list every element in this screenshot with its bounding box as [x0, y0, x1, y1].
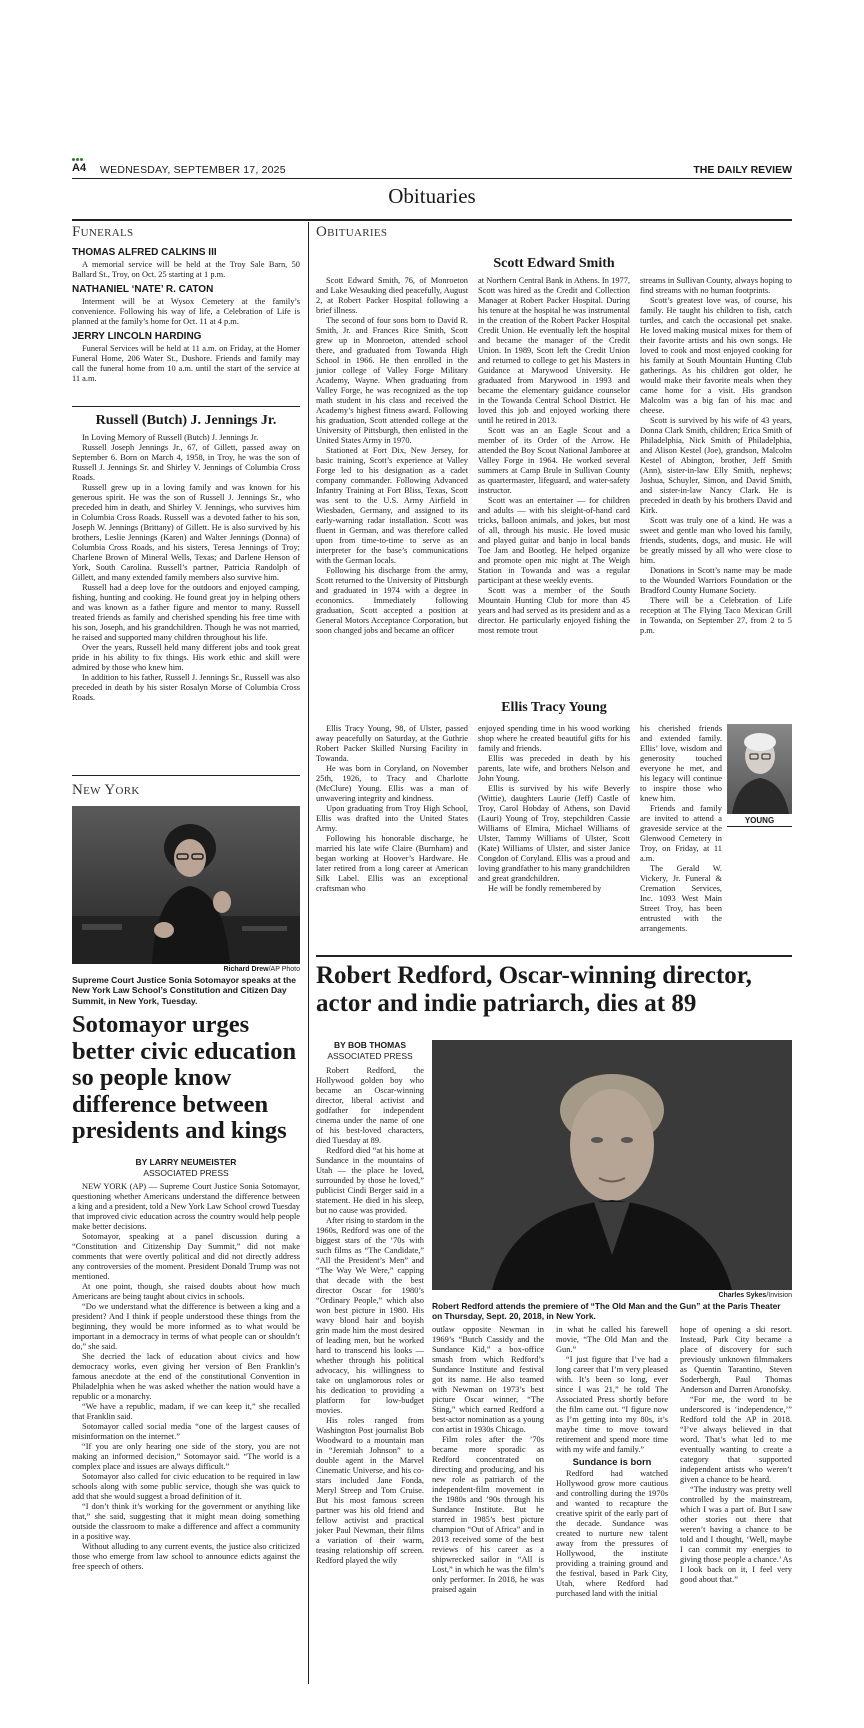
paragraph: “We have a republic, madam, if we can keep it,” she recalled that Franklin said. [72, 1402, 300, 1421]
young-col-2 [478, 724, 630, 894]
sotomayor-headline: Sotomayor urges better civic education so people know difference between presidents and kings [72, 1011, 297, 1144]
paragraph: Following his honorable discharge, he married his late wife Claire (Burnham) and began working at Hoover’s Hardware. He later retired from a long career at American Silk Label. Ellis was an exceptional craftsman who [316, 834, 468, 893]
paragraph: his cherished friends and extended family. Ellis’ love, wisdom and generosity touched everyone he met, and his legacy will continue to inspire those who knew him. [640, 724, 722, 803]
sotomayor-article [72, 1182, 300, 1572]
paragraph: His roles ranged from Washington Post journalist Bob Woodward to a mountain man in “Jeremiah Johnson” to a double agent in the Marvel Cinematic Universe, and his co-stars included Jane Fonda, Meryl Streep and Tom Cruise. But his most famous screen partner was his old friend and fellow activist and practical joker Paul Newman, their films a variation of their warm, teasing relationship off screen. Redford played the wily [316, 1416, 424, 1565]
paragraph: Russell had a deep love for the outdoors and enjoyed camping, fishing, hunting and cooking. He found great joy in helping others and was known as a father figure and mentor to many. Russell treated friends as family and cherished spending his free time with his son, Joseph, and his grandchildren. Though he was not married, he raised and supported many children throughout his life. [72, 583, 300, 642]
rule [316, 955, 792, 957]
funerals-section [72, 224, 300, 384]
paragraph: Scott was a member of the South Mountain Hunting Club for more than 45 years and had served as its president and as a director. He particularly enjoyed fishing the most remote trout [478, 586, 630, 635]
funeral-name: THOMAS ALFRED CALKINS III [72, 247, 217, 258]
paragraph: After rising to stardom in the 1960s, Redford was one of the biggest stars of the ’70s with such films as “The Candidate,” “All the President’s Men” and “The Way We Were,” capping that decade with the best director Oscar for 1980’s “Ordinary People,” which also won best picture in 1980. His wavy blond hair and boyish grin made him the most desired of leading men, but he worked hard to transcend his looks — whether through his political advocacy, his willingness to take on unglamorous roles or his dedication to providing a platform for low-budget movies. [316, 1216, 424, 1415]
paragraph: Ellis Tracy Young, 98, of Ulster, passed away peacefully on Saturday, at the Guthrie Robert Packer Skilled Nursing Facility in Towanda. [316, 724, 468, 763]
funeral-text: Funeral Services will be held at 11 a.m. on Friday, at the Homer Funeral Home, 206 Water St., Dushore. Friends and family may call the funeral home from 10 a.m. until the start of the service at 11 a.m. [72, 344, 300, 383]
sotomayor-photo [72, 806, 300, 964]
redford-col-3 [556, 1325, 668, 1599]
photo-caption: Robert Redford attends the premiere of “The Old Man and the Gun” at the Paris Theater on Thursday, Sept. 20, 2018, in New York. [432, 1301, 781, 1322]
logo-dots-icon [72, 156, 84, 161]
paragraph: In addition to his father, Russell J. Jennings Sr., Russell was also preceded in death by his sister Rosalyn Morse of Columbia Cross Roads. [72, 673, 300, 702]
jennings-title: Russell (Butch) J. Jennings Jr. [95, 413, 277, 428]
photo-credit-agency: /AP Photo [268, 966, 300, 973]
paragraph: Scott’s greatest love was, of course, his family. He taught his children to fish, catch turtles, and catch the occasional pet snake. He loved making musical mixes for them of their favorite artists and his own songs. He loved to cook and most enjoyed cooking for his family at South Mountain Hunting Club gatherings. As his children got older, he would make their favorite meals when they came home for a visit. His grandson Malcolm was a big fan of his mac and cheese. [640, 296, 792, 415]
paragraph: outlaw opposite Newman in 1969’s “Butch Cassidy and the Sundance Kid,” a box-office smash from which Redford’s Sundance Institute and festival got its name. He also teamed with Newman on 1973’s best picture Oscar winner, “The Sting,” which earned Redford a best-actor nomination as a young con artist in 1930s Chicago. [432, 1325, 544, 1434]
paragraph: “I don’t think it’s working for the government or anything like that,” she said, suggesting that it might mean doing something outside the classroom to make a difference and affect a community in a positive way. [72, 1502, 300, 1541]
paragraph: Ellis was preceded in death by his parents, late wife, and brothers Nelson and John Young. [478, 754, 630, 783]
paragraph: He was born in Coryland, on November 25th, 1926, to Tracy and Charlotte (McClure) Young. Ellis was a man of unwavering integrity and kindness. [316, 764, 468, 803]
redford-col-2 [432, 1325, 544, 1595]
young-col-1 [316, 724, 468, 894]
paragraph: at Northern Central Bank in Athens. In 1977, Scott was hired as the Credit and Collection Manager at Robert Packer Hospital. During his tenure at the hospital he was instrumental in the creation of the Robert Packer Hospital Credit Union. He eventually left the hospital and became the manager of the Credit Union. In 1989, Scott left the Credit Union and returned to college to get his Masters in Guidance at Marywood University. He graduated from Marywood in 1993 and became the elementary guidance counselor in the Towanda Central School District. He loved this job and enjoyed working there until he retired in 2013. [478, 276, 630, 425]
young-title: Ellis Tracy Young [501, 700, 607, 715]
paragraph: “I just figure that I’ve had a long career that I’m very pleased with. It’s been so long, ever since I was 21,” he told The Associated Press shortly before the film came out. “I figure now as I’m getting into my 80s, it’s maybe time to move toward retirement and spend more time with my wife and family.” [556, 1355, 668, 1454]
photo-credit-agency: /Invision [766, 1292, 792, 1299]
smith-col-3 [640, 276, 792, 636]
page-number-text: A4 [72, 162, 87, 174]
paragraph: streams in Sullivan County, always hoping to find streams with no human footprints. [640, 276, 792, 295]
paragraph: The second of four sons born to David R. Smith, Jr. and Frances Rice Smith, Scott grew up in Monroeton, attended school there, and graduated from Towanda High School in 1966. He then enrolled in the junior college of Valley Forge Military Academy, Wayne. When graduating from Valley Forge, he was recognized as the top math student in his class and received the Academy’s highest fitness award. Following his graduation, Scott attended college at the University of Pittsburgh, then enlisted in the United States Army in 1970. [316, 316, 468, 445]
agency: ASSOCIATED PRESS [143, 1168, 229, 1178]
paragraph: NEW YORK (AP) — Supreme Court Justice Sonia Sotomayor, questioning whether Americans understand the difference between a king and a president, told a New York Law School crowd Tuesday that improved civic education across the country would help people make better decisions. [72, 1182, 300, 1231]
paragraph: hope of opening a ski resort. Instead, Park City became a place of discovery for such previously unknown filmmakers as Quentin Tarantino, Steven Soderbergh, Paul Thomas Anderson and Darren Aronofsky. [680, 1325, 792, 1394]
smith-col-2 [478, 276, 630, 636]
paragraph: In Loving Memory of Russell (Butch) J. Jennings Jr. [82, 433, 259, 442]
obituaries-heading: Obituaries [316, 224, 388, 240]
funeral-entry [72, 284, 300, 327]
issue-date: WEDNESDAY, SEPTEMBER 17, 2025 [100, 164, 286, 176]
portrait-illustration [432, 1040, 792, 1290]
paragraph: Scott is survived by his wife of 43 years, Donna Clark Smith, children; Erica Smith of Philadelphia, Nick Smith of Philadelphia, and Alison Kestel (Joe), grandson, Malcolm Kestel of Abington, brother, Jeff Smith (Ann), sister-in-law Elly Smith, nephews; Joshua, Schuyler, Simon, and David Smith, and sister-in-law Nancy Clark. He is preceded in death by his brothers David and Kirk. [640, 416, 792, 515]
young-photo [727, 724, 792, 814]
paragraph: Donations in Scott’s name may be made to the Wounded Warriors Foundation or the Bradford County Humane Society. [640, 566, 792, 595]
funeral-text: A memorial service will be held at the Troy Sale Barn, 50 Ballard St., Troy, on Oct. 25 starting at 1 p.m. [72, 260, 300, 279]
redford-col-4 [680, 1325, 792, 1585]
byline: BY BOB THOMAS [333, 1040, 407, 1050]
photo-credit-name: Richard Drew [223, 966, 269, 973]
paragraph: Robert Redford, the Hollywood golden boy who became an Oscar-winning director, liberal activist and godfather for independent cinema under the name of one of his best-loved characters, died Tuesday at 89. [316, 1066, 424, 1145]
photo-credit-name: Charles Sykes [718, 1292, 767, 1299]
byline: BY LARRY NEUMEISTER [135, 1157, 237, 1167]
redford-col-1 [316, 1066, 424, 1566]
photo-caption: Supreme Court Justice Sonia Sotomayor speaks at the New York Law School’s Constitution and Citizen Day Summit, in New York, Tuesday. [72, 975, 296, 1006]
paragraph: Russell Joseph Jennings Jr., 67, of Gillett, passed away on September 6. Born on March 4, 1958, in Troy, he was the son of Russell J. Jennings Sr. and Shirley V. Jennings of Columbia Cross Roads. [72, 443, 300, 482]
funeral-text: Interment will be at Wysox Cemetery at the family’s convenience. Following his way of life, a Celebration of Life is planned at the family’s home for Oct. 11 at 4 p.m. [72, 297, 300, 326]
funerals-heading: Funerals [72, 224, 134, 240]
paragraph: “If you are only hearing one side of the story, you are not making an informed decision,” Sotomayor said. “The world is a complex place and issues are always difficult.” [72, 1442, 300, 1471]
funeral-name: NATHANIEL ‘NATE’ R. CATON [72, 284, 214, 295]
redford-headline: Robert Redford, Oscar-winning director, actor and indie patriarch, dies at 89 [316, 962, 752, 1017]
funeral-entry [72, 331, 300, 384]
smith-title: Scott Edward Smith [493, 256, 615, 271]
paragraph: Sotomayor also called for civic education to be required in law schools along with some public service, though she was quick to add that she would suggest a broad definition of it. [72, 1472, 300, 1501]
paragraph: Scott Edward Smith, 76, of Monroeton and Lake Wesauking died peacefully, August 2, at Robert Packer Hospital following a brief illness. [316, 276, 468, 315]
section-title: Obituaries [388, 184, 476, 208]
paragraph: enjoyed spending time in his wood working shop where he created beautiful gifts for his family and friends. [478, 724, 630, 753]
page-number [72, 162, 86, 174]
header-rule [72, 178, 792, 179]
photo-credit [223, 966, 300, 973]
paragraph: “For me, the word to be underscored is ‘independence,’” Redford told the AP in 2018. “I’ve always believed in that word. That’s what led to me eventually wanting to create a category that supported independent artists who weren’t given a chance to be heard. [680, 1395, 792, 1484]
subhead: Sundance is born [572, 1456, 652, 1467]
paragraph: Scott was truly one of a kind. He was a sweet and gentle man who loved his family, friends, students, dogs, and music. He will be greatly missed by all who were close to him. [640, 516, 792, 565]
rule [72, 406, 300, 407]
paragraph: He will be fondly remembered by [488, 884, 602, 893]
portrait-illustration [72, 806, 300, 964]
paragraph: Russell grew up in a loving family and was known for his generous spirit. He was the son of Russell J. Jennings Sr., who preceded him in death, and Shirley V. Jennings, who survives him in Columbia Cross Roads. Russell was a devoted father to his son, Joseph W. Jennings (Brittany) of Gillett. He is also survived by his brothers, Leslie Jennings (Karen) and Walter Jennings (Donna) of Columbia Cross Roads, and his sisters, Teresa Jennings of Troy; Charlene Brown of Mineral Wells, Texas; and Darlene Henson of York, South Carolina. Russell’s partner, Patricia Randolph of Gillett, and many extended family members also survive him. [72, 483, 300, 582]
paragraph: Ellis is survived by his wife Beverly (Wittie), daughters Laurie (Jeff) Castle of Troy, Carol Hobday of Athens, son David (Lauri) Young of Troy, stepchildren Cassie Williams of Elmira, Michael Williams of Ulster, Tammy Williams of Ulster, Scott (Kate) Williams of Ulster, and sister Janice Congdon of Coryland. Ellis was a proud and loving grandfather to his many grandchildren and great grandchildren. [478, 784, 630, 883]
paragraph: Redford died “at his home at Sundance in the mountains of Utah — the place he loved, surrounded by those he loved,” publicist Cindi Berger said in a statement. He died in his sleep, but no cause was provided. [316, 1146, 424, 1215]
jennings-obituary [72, 413, 300, 703]
paragraph: Upon graduating from Troy High School, Ellis was drafted into the United States Army. [316, 804, 468, 833]
paragraph: Following his discharge from the army, Scott returned to the University of Pittsburgh and graduated in 1974 with a degree in economics. Immediately following graduation, Scott accepted a position at General Motors Acceptance Corporation, but soon changed jobs and became an officer [316, 566, 468, 635]
paragraph: “The industry was pretty well controlled by the mainstream, which I was a part of. But I saw other stories out there that weren’t having a chance to be told and I thought, ‘Well, maybe I can commit my energies to giving those people a chance.’ As I look back on it, I feel very good about that.” [680, 1485, 792, 1584]
paragraph: “Do we understand what the difference is between a king and a president? And I think if people understood these things from the beginning, they would be more informed as to what would be important in a democracy in terms of what people can or shouldn’t do,” she said. [72, 1302, 300, 1351]
paragraph: Film roles after the ’70s became more sporadic as Redford concentrated on directing and producing, and his new role as patriarch of the independent-film movement in the 1980s and ’90s through his Sundance Institute. But he starred in 1985’s best picture champion “Out of Africa” and in 2013 received some of the best reviews of his career as a shipwrecked sailor in “All is Lost,” in which he was the film’s only performer. In 2018, he was praised again [432, 1435, 544, 1594]
newyork-heading: New York [72, 782, 140, 798]
redford-photo [432, 1040, 792, 1290]
newspaper-name: THE DAILY REVIEW [693, 164, 792, 176]
paragraph: At one point, though, she raised doubts about how much Americans are being taught about civics in schools. [72, 1282, 300, 1301]
paragraph: There will be a Celebration of Life reception at The Flying Taco Mexican Grill in Towanda, on September 27, from 2 to 5 p.m. [640, 596, 792, 635]
paragraph: Without alluding to any current events, the justice also criticized those who emerge from law school to announce edicts against the free speech of others. [72, 1542, 300, 1571]
paragraph: Over the years, Russell held many different jobs and took great pride in his ability to fix things. His work ethic and skill were admired by those who knew him. [72, 643, 300, 672]
paragraph: Scott was an an Eagle Scout and a member of its Order of the Arrow. He attended the Boy Scout National Jamboree at Valley Forge in 1964. He worked several summers at Camp Brule in Sullivan County as quartermaster, lifeguard, and water-safety instructor. [478, 426, 630, 495]
paragraph: Sotomayor called social media “one of the largest causes of misinformation on the internet.” [72, 1422, 300, 1441]
paragraph: Scott was an entertainer — for children and adults — with his sleight-of-hand card tricks, balloon animals, and jokes, but most of all, through his music. He loved music and played guitar and banjo in local bands Toe Jam and Bootleg. He helped organize and promote open mic night at The Weigh Station in Towanda and was a regular participant at these weekly events. [478, 496, 630, 585]
smith-col-1 [316, 276, 468, 636]
young-photo-label: YOUNG [727, 816, 792, 827]
agency: ASSOCIATED PRESS [327, 1051, 413, 1061]
section-title-rule [72, 219, 792, 221]
photo-credit [718, 1292, 792, 1299]
paragraph: Friends and family are invited to attend a graveside service at the Glenwood Cemetery in Troy, on Friday, at 11 a.m. [640, 804, 722, 863]
paragraph: in what he called his farewell movie, “The Old Man and the Gun.” [556, 1325, 668, 1354]
paragraph: The Gerald W. Vickery, Jr. Funeral & Cremation Services, Inc. 1093 West Main Street Troy, has been entrusted with the arrangements. [640, 864, 722, 933]
column-divider [308, 222, 309, 1684]
funeral-entry [72, 247, 300, 280]
paragraph: Stationed at Fort Dix, New Jersey, for basic training, Scott’s experience at Valley Forge led to his designation as a cadet company commander. Following Advanced Infantry Training at Fort Bliss, Texas, Scott was sent to the U.S. Army Airfield in Wiesbaden, Germany, and assigned to its early-warning radar installation. Scott was fluent in German, and was therefore called upon from time-to-time to serve as an interpreter for the base’s communications with the German locals. [316, 446, 468, 565]
paragraph: Sotomayor, speaking at a panel discussion during a “Constitution and Citizenship Day Summit,” did not make comments that were overtly political and did not directly address any controversies of the moment. President Donald Trump was not mentioned. [72, 1232, 300, 1281]
rule [72, 775, 300, 776]
funeral-name: JERRY LINCOLN HARDING [72, 331, 202, 342]
young-col-3a [640, 724, 722, 934]
portrait-illustration [727, 724, 792, 814]
paragraph: She decried the lack of education about civics and how democracy works, even giving her version of Ben Franklin’s famous anecdote at the end of the constitutional Convention in Philadelphia when he was asked whether the nation would have a republic or a monarchy. [72, 1352, 300, 1401]
paragraph: Redford had watched Hollywood grow more cautious and controlling during the 1970s and wanted to recapture the creative spirit of the early part of the decade. Sundance was created to nurture new talent away from the pressures of Hollywood, the institute providing a training ground and the festival, based in Park City, Utah, where Redford had purchased land with the initial [556, 1469, 668, 1598]
